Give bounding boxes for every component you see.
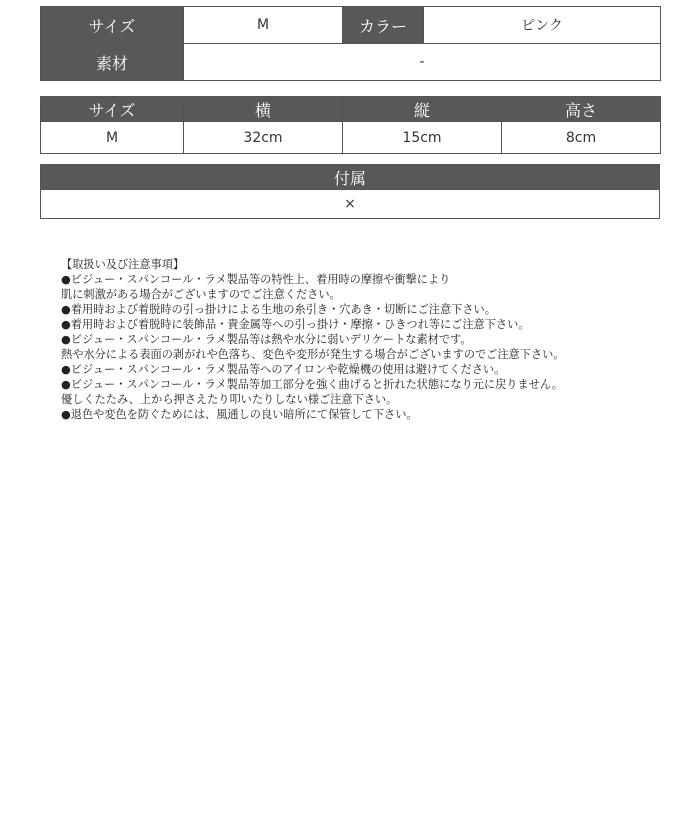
dim-header-height: 高さ [502,97,661,122]
dimensions-table [40,96,661,154]
note-line: ●ビジュー・スパンコール・ラメ製品等は熱や水分に弱いデリケートな素材です。 [61,333,472,346]
accessories-value: × [41,190,660,219]
size-label: サイズ [41,7,184,44]
size-value: M [184,7,343,44]
dim-header-width: 横 [184,97,343,122]
color-value: ピンク [424,7,661,44]
material-label: 素材 [41,44,184,81]
dim-header-size: サイズ [41,97,184,122]
dim-width-value: 32cm [184,122,343,154]
material-value: - [184,44,661,81]
color-label: カラー [343,7,424,44]
notes-heading: 【取扱い及び注意事項】 [61,258,185,271]
dim-size-value: M [41,122,184,154]
accessories-table [40,164,660,219]
accessories-label: 付属 [41,165,660,190]
note-line: ●ビジュー・スパンコール・ラメ製品等へのアイロンや乾燥機の使用は避けてください。 [61,363,506,376]
note-line: 熱や水分による表面の剥がれや色落ち、変色や変形が発生する場合がございますのでご注意下さい。 [61,348,565,361]
dim-height-value: 8cm [502,122,661,154]
note-line: 肌に刺激がある場合がございますのでご注意ください。 [61,288,341,301]
dim-header-length: 縦 [343,97,502,122]
note-line: ●ビジュー・スパンコール・ラメ製品等加工部分を強く曲げると折れた状態になり元に戻りません。 [61,378,563,391]
note-line: ●ビジュー・スパンコール・ラメ製品等の特性上、着用時の摩擦や衝撃により [61,273,451,286]
note-line: ●着用時および着脱時の引っ掛けによる生地の糸引き・穴あき・切断にご注意下さい。 [61,303,496,316]
care-notes [61,257,681,422]
note-line: ●退色や変色を防ぐためには、風通しの良い暗所にて保管して下さい。 [61,408,418,421]
spec-table [40,6,661,81]
note-line: ●着用時および着脱時に装飾品・貴金属等への引っ掛け・摩擦・ひきつれ等にご注意下さい。 [61,318,530,331]
dim-length-value: 15cm [343,122,502,154]
note-line: 優しくたたみ、上から押さえたり叩いたりしない様ご注意下さい。 [61,393,398,406]
